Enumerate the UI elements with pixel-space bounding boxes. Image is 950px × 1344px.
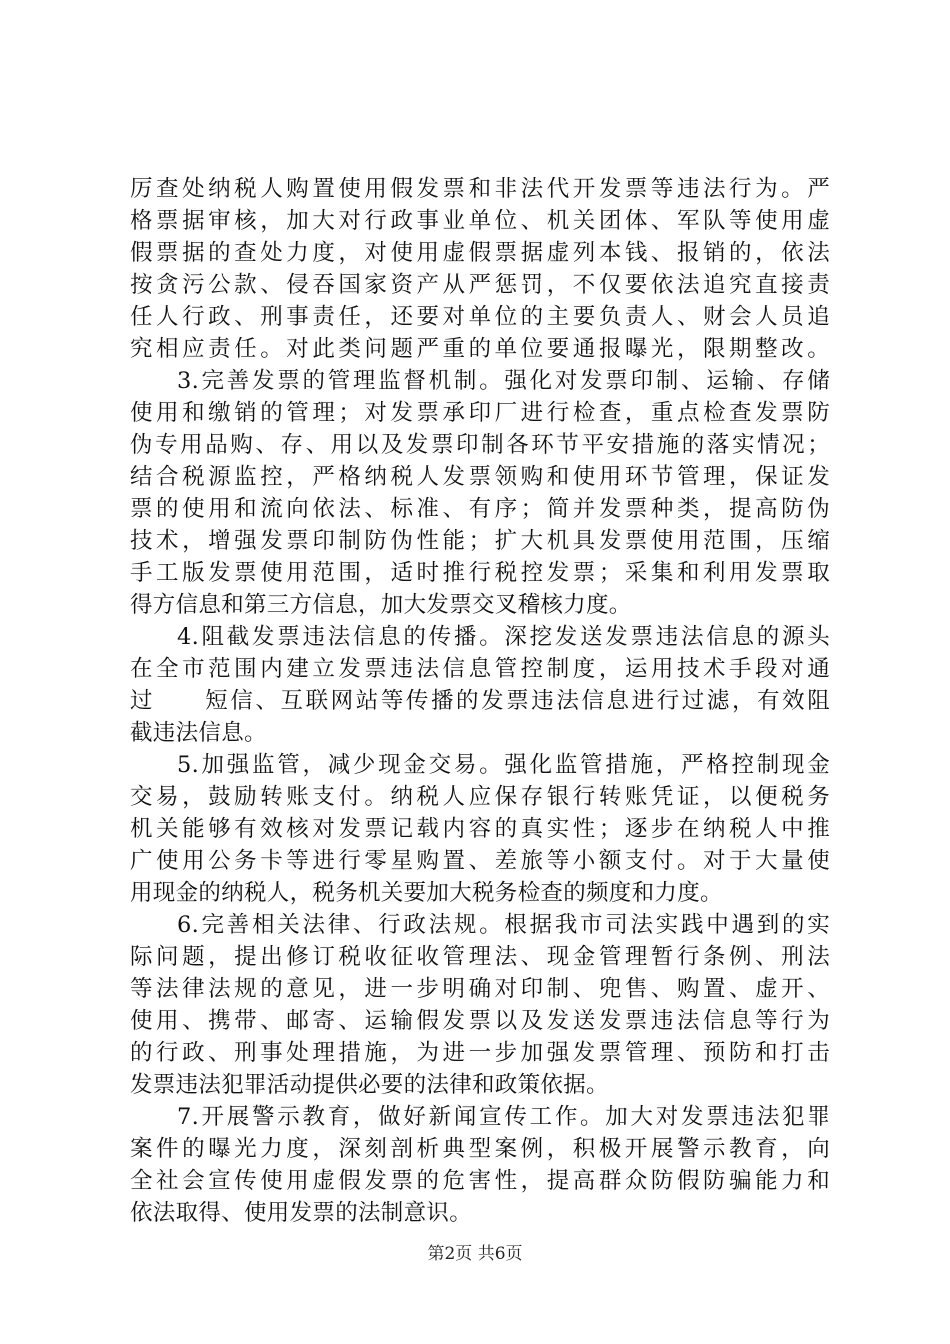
text-line: 手工版发票使用范围，适时推行税控发票；采集和利用发票取 xyxy=(130,560,830,586)
text-line: 伪专用品购、存、用以及发票印制各环节平安措施的落实情况； xyxy=(130,432,830,458)
text-line: 截违法信息。 xyxy=(130,720,267,746)
paragraph-4-heading-line: 4.阻截发票违法信息的传播。深挖发送发票违法信息的源头 xyxy=(177,624,830,650)
text-line: 用现金的纳税人，税务机关要加大税务检查的频度和力度。 xyxy=(130,880,723,906)
text-line: 案件的曝光力度，深刻剖析典型案例，积极开展警示教育，向 xyxy=(130,1136,830,1162)
text-line: 过 短信、互联网站等传播的发票违法信息进行过滤，有效阻 xyxy=(130,688,830,714)
text-line: 格票据审核，加大对行政事业单位、机关团体、军队等使用虚 xyxy=(130,208,830,234)
text-line: 按贪污公款、侵吞国家资产从严惩罚，不仅要依法追究直接责 xyxy=(130,272,830,298)
text-line: 得方信息和第三方信息，加大发票交叉稽核力度。 xyxy=(130,592,632,618)
text-line: 机关能够有效核对发票记载内容的真实性；逐步在纳税人中推 xyxy=(130,816,830,842)
text-line: 交易，鼓励转账支付。纳税人应保存银行转账凭证，以便税务 xyxy=(130,784,830,810)
paragraph-6-heading-line: 6.完善相关法律、行政法规。根据我市司法实践中遇到的实 xyxy=(177,912,830,938)
text-line: 全社会宣传使用虚假发票的危害性，提高群众防假防骗能力和 xyxy=(130,1168,830,1194)
paragraph-7-heading-line: 7.开展警示教育，做好新闻宣传工作。加大对发票违法犯罪 xyxy=(177,1104,830,1130)
document-body xyxy=(130,173,830,1229)
text-line: 际问题，提出修订税收征收管理法、现金管理暂行条例、刑法 xyxy=(130,944,830,970)
text-line: 在全市范围内建立发票违法信息管控制度，运用技术手段对通 xyxy=(130,656,830,682)
text-line: 依法取得、使用发票的法制意识。 xyxy=(130,1200,473,1226)
text-line: 任人行政、刑事责任，还要对单位的主要负责人、财会人员追 xyxy=(130,304,830,330)
paragraph-5-heading-line: 5.加强监管，减少现金交易。强化监管措施，严格控制现金 xyxy=(177,752,830,778)
text-line: 的行政、刑事处理措施，为进一步加强发票管理、预防和打击 xyxy=(130,1040,830,1066)
text-line: 等法律法规的意见，进一步明确对印制、兜售、购置、虚开、 xyxy=(130,976,830,1002)
paragraph-3-heading-line: 3.完善发票的管理监督机制。强化对发票印制、运输、存储 xyxy=(177,368,830,394)
page-number-footer: 第2页 共6页 xyxy=(427,1244,523,1264)
text-line: 票的使用和流向依法、标准、有序；简并发票种类，提高防伪 xyxy=(130,496,830,522)
text-line: 究相应责任。对此类问题严重的单位要通报曝光，限期整改。 xyxy=(130,336,830,362)
text-line: 结合税源监控，严格纳税人发票领购和使用环节管理，保证发 xyxy=(130,464,830,490)
text-line: 广使用公务卡等进行零星购置、差旅等小额支付。对于大量使 xyxy=(130,848,830,874)
text-line: 厉查处纳税人购置使用假发票和非法代开发票等违法行为。严 xyxy=(130,176,830,202)
text-line: 发票违法犯罪活动提供必要的法律和政策依据。 xyxy=(130,1072,609,1098)
text-line: 技术，增强发票印制防伪性能；扩大机具发票使用范围，压缩 xyxy=(130,528,830,554)
text-line: 假票据的查处力度，对使用虚假票据虚列本钱、报销的，依法 xyxy=(130,240,830,266)
text-line: 使用和缴销的管理；对发票承印厂进行检查，重点检查发票防 xyxy=(130,400,830,426)
text-line: 使用、携带、邮寄、运输假发票以及发送发票违法信息等行为 xyxy=(130,1008,830,1034)
